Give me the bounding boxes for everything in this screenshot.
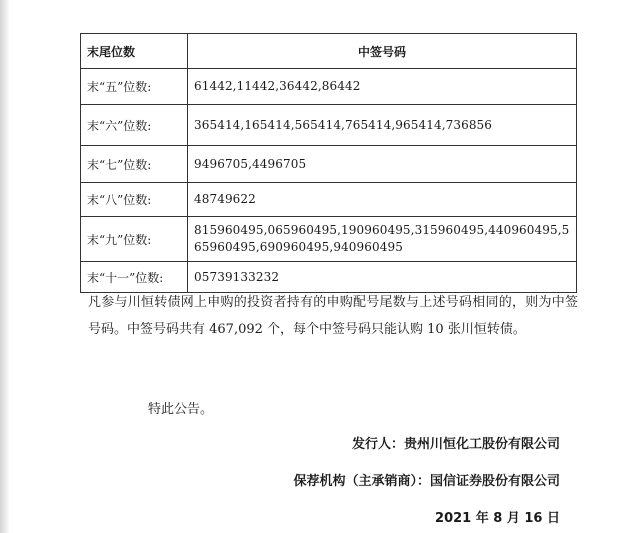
row-label: 末“九”位数: bbox=[81, 217, 188, 262]
table-row bbox=[81, 105, 577, 146]
row-label: 末“十一”位数: bbox=[81, 262, 188, 293]
row-numbers: 815960495,065960495,190960495,315960495,440960495,565960495,690960495,940960495 bbox=[188, 217, 577, 262]
winning-numbers-table bbox=[80, 33, 577, 293]
table-row bbox=[81, 217, 577, 262]
row-label: 末“六”位数: bbox=[81, 105, 188, 146]
row-numbers: 05739133232 bbox=[188, 262, 577, 293]
row-numbers: 365414,165414,565414,765414,965414,736856 bbox=[188, 105, 577, 146]
row-label: 末“七”位数: bbox=[81, 146, 188, 183]
page-edge-shadow bbox=[0, 0, 10, 533]
row-label: 末“八”位数: bbox=[81, 183, 188, 217]
table-row bbox=[81, 146, 577, 183]
table-header-row bbox=[81, 34, 577, 69]
notice-text: 特此公告。 bbox=[148, 402, 214, 417]
row-numbers: 61442,11442,36442,86442 bbox=[188, 69, 577, 105]
table-row bbox=[81, 69, 577, 105]
row-numbers: 48749622 bbox=[188, 183, 577, 217]
header-winning-numbers: 中签号码 bbox=[188, 34, 577, 69]
body-paragraph: 凡参与川恒转债网上申购的投资者持有的申购配号尾数与上述号码相同的，则为中签号码。中签号码共有 467,092 个，每个中签号码只能认购 10 张川恒转债。 bbox=[88, 295, 578, 337]
table-row bbox=[81, 183, 577, 217]
sponsor-signature: 保荐机构（主承销商）：国信证券股份有限公司 bbox=[293, 474, 560, 489]
announcement-date: 2021 年 8 月 16 日 bbox=[435, 511, 560, 526]
issuer-signature: 发行人：贵州川恒化工股份有限公司 bbox=[351, 437, 560, 452]
header-digit-count: 末尾位数 bbox=[81, 34, 188, 69]
table-row bbox=[81, 262, 577, 293]
row-numbers: 9496705,4496705 bbox=[188, 146, 577, 183]
row-label: 末“五”位数: bbox=[81, 69, 188, 105]
